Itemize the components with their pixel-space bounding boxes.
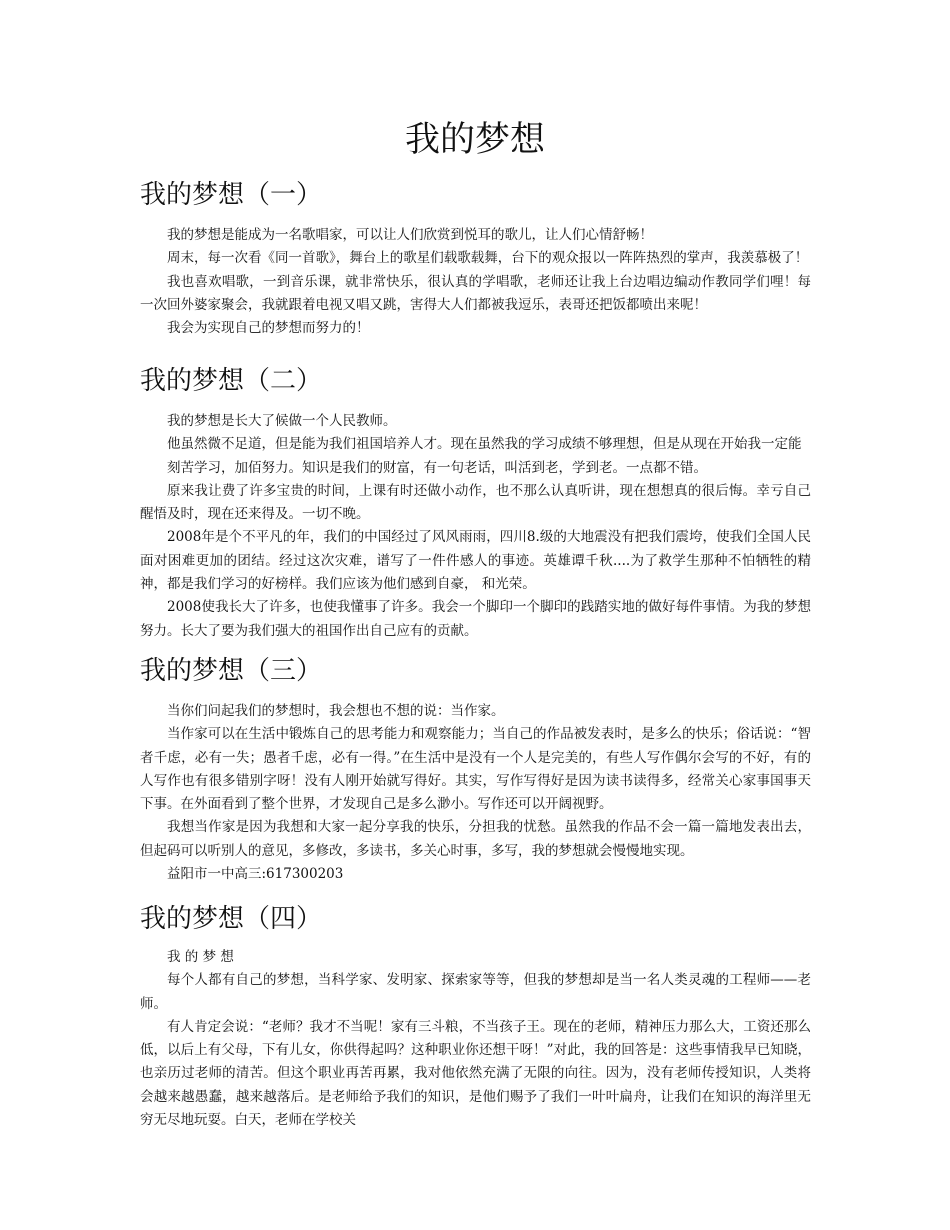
paragraph: 我想当作家是因为我想和大家一起分享我的快乐，分担我的忧愁。虽然我的作品不会一篇一篇地发表出去，但起码可以听别人的意见，多修改，多读书，多关心时事，多写，我的梦想就会慢慢地实现。 (140, 819, 811, 859)
paragraph: 周末，每一次看《同一首歌》，舞台上的歌星们载歌载舞，台下的观众报以一阵阵热烈的掌声，我羡慕极了！ (167, 250, 809, 267)
paragraph: 有人肯定会说：“老师？我才不当呢！家有三斗粮，不当孩子王。现在的老师，精神压力那么大，工资还那么低，以后上有父母，下有儿女，你供得起吗？这种职业你还想干呀！”对此，我的回答是：这些事情我早已知晓，也亲历过老师的清苦。但这个职业再苦再累，我对他依然充满了无限的向往。因为，没有老师传授知识，人类将会越来越愚蠢，越来越落后。是老师给予我们的知识，是他们赐予了我们一叶叶扁舟，让我们在知识的海洋里无穷无尽地玩耍。白天，老师在学校关 (140, 1018, 811, 1129)
paragraph: 每个人都有自己的梦想，当科学家、发明家、探索家等等，但我的梦想却是当一名人类灵魂的工程师——老师。 (140, 972, 811, 1012)
paragraph: 益阳市一中高三:617300203 (167, 866, 344, 883)
paragraph: 当你们问起我们的梦想时，我会想也不想的说：当作家。 (167, 703, 505, 719)
section-2-heading: 我的梦想（二） (140, 366, 323, 396)
paragraph: 我也喜欢唱歌，一到音乐课，就非常快乐，很认真的学唱歌，老师还让我上台边唱边编动作教同学们哩！每一次回外婆家聚会，我就跟着电视又唱又跳，害得大人们都被我逗乐，表哥还把饭都喷出来呢！ (140, 273, 811, 313)
section-4-body (140, 946, 811, 1132)
section-3-body (140, 700, 811, 886)
paragraph: 2008年是个不平凡的年，我们的中国经过了风风雨雨，四川8.级的大地震没有把我们震垮，使我们全国人民面对困难更加的团结。经过这次灾难，谱写了一件件感人的事迹。英雄谭千秋....为了救学生那种不怕牺牲的精神，都是我们学习的好榜样。我们应该为他们感到自豪， 和光荣。 (140, 529, 811, 593)
paragraph: 我 的 梦 想 (167, 949, 234, 965)
document-title: 我的梦想 (404, 120, 545, 160)
paragraph: 刻苦学习，加佰努力。知识是我们的财富，有一句老话，叫活到老，学到老。一点都不错。 (167, 459, 707, 476)
paragraph: 当作家可以在生活中锻炼自己的思考能力和观察能力；当自己的作品被发表时，是多么的快乐；俗话说：“智者千虑，必有一失；愚者千虑，必有一得。”在生活中是没有一个人是完美的，有些人写作偶尔会写的不好，有的人写作也有很多错别字呀！没有人刚开始就写得好。其实，写作写得好是因为读书读得多，经常关心家事国事天下事。在外面看到了整个世界，才发现自己是多么渺小。写作还可以开阔视野。 (140, 726, 811, 813)
section-4-heading: 我的梦想（四） (140, 904, 323, 934)
paragraph: 2008使我长大了许多，也使我懂事了许多。我会一个脚印一个脚印的践踏实地的做好每件事情。为我的梦想努力。长大了要为我们强大的祖国作出自己应有的贡献。 (140, 599, 811, 639)
paragraph: 我的梦想是能成为一名歌唱家，可以让人们欣赏到悦耳的歌儿，让人们心情舒畅！ (167, 227, 653, 243)
section-3-heading: 我的梦想（三） (140, 656, 323, 686)
paragraph: 原来我让费了许多宝贵的时间，上课有时还做小动作，也不那么认真听讲，现在想想真的很后悔。幸亏自己醒悟及时，现在还来得及。一切不晚。 (140, 482, 811, 523)
section-1-body (140, 224, 811, 340)
paragraph: 我的梦想是长大了候做一个人民教师。 (167, 413, 397, 429)
section-2-body (140, 410, 811, 643)
paragraph: 他虽然微不足道，但是能为我们祖国培养人才。现在虽然我的学习成绩不够理想，但是从现在开始我一定能 (167, 436, 802, 453)
section-1-heading: 我的梦想（一） (140, 180, 323, 210)
paragraph: 我会为实现自己的梦想而努力的！ (167, 320, 370, 337)
